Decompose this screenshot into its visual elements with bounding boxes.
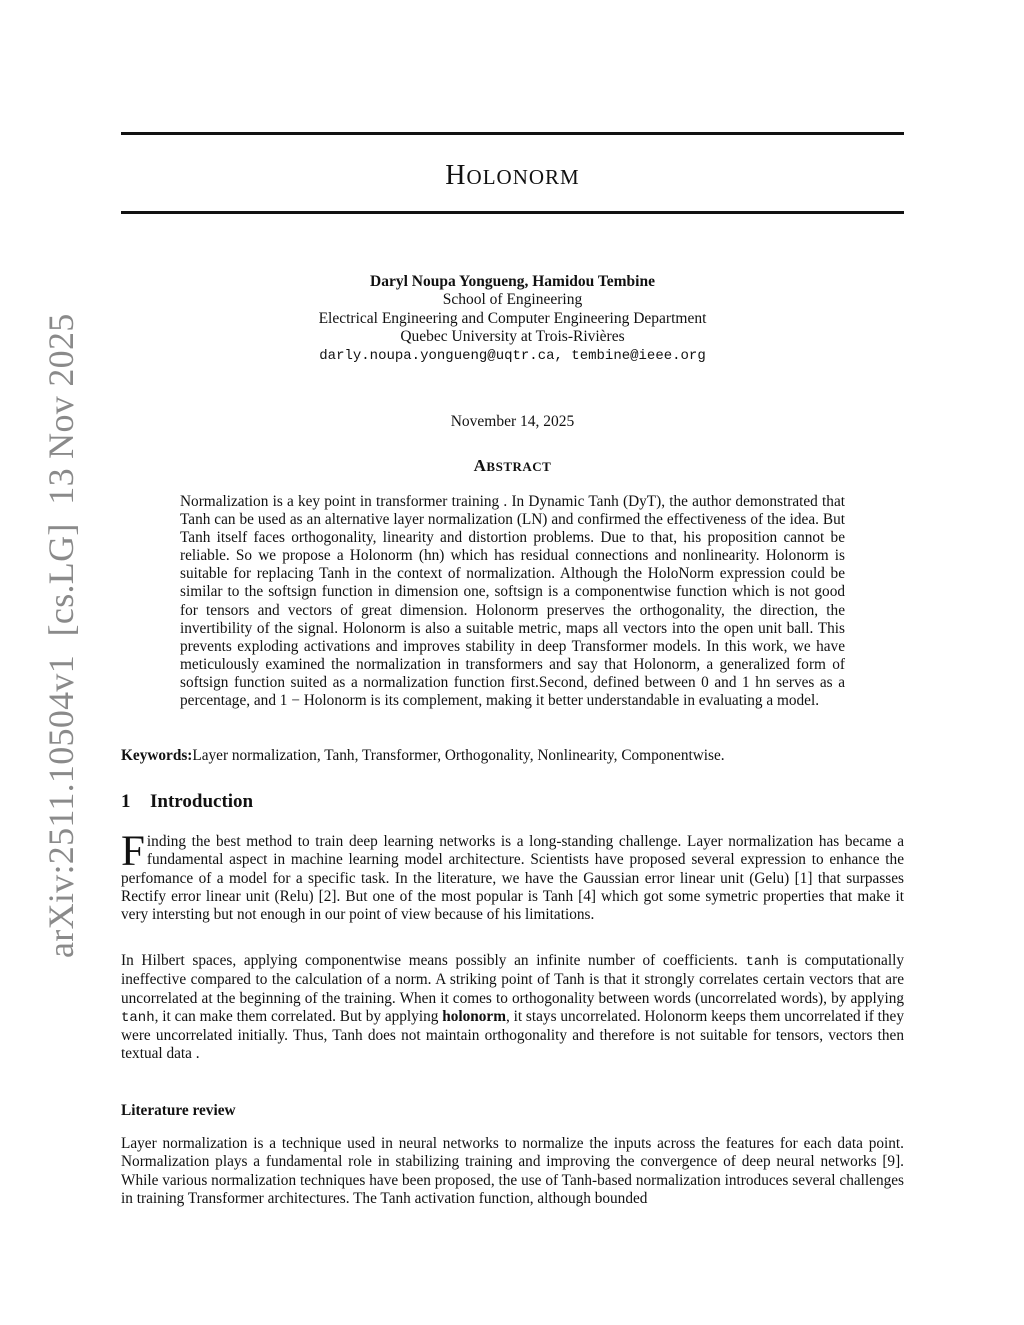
section-number: 1 [121, 791, 131, 812]
author-block [121, 273, 904, 365]
subheading-literature-review: Literature review [121, 1102, 236, 1119]
author-names: Daryl Noupa Yongueng, Hamidou Tembine [370, 273, 655, 290]
abstract-heading: ABSTRACT [473, 456, 552, 475]
keywords-label: Keywords: [121, 747, 193, 764]
intro-paragraph-1: Finding the best method to train deep learning networks is a long-standing challenge. Layer normalization has became a fundamental aspect in machine learning model architecture. Scientists have proposed several expression to enhance the perfomance of a model for a specific task. In the literature, we have the Gaussian error linear unit (Gelu) [1] that surpasses Rectify error linear unit (Relu) [2]. But one of the most popular is Tanh [4] which got some symetric properties that make it very intersting but not enough in our point of view because of his limitations. [121, 828, 904, 924]
literature-paragraph-1: Layer normalization is a technique used in neural networks to normalize the inputs across the features for each data point. Normalization plays a fundamental role in stabilizing training and improving the convergence of deep neural networks [9]. While various normalization techniques have been proposed, the use of Tanh-based normalization introduces several challenges in training Transformer architectures. The Tanh activation function, although bounded [121, 1135, 904, 1207]
section-heading-introduction [121, 791, 904, 813]
inline-code-tanh: tanh [745, 954, 780, 970]
publication-date: November 14, 2025 [450, 413, 575, 430]
affiliation-school: School of Engineering [442, 291, 583, 309]
inline-code-tanh: tanh [121, 1009, 155, 1026]
intro-paragraph-2: In Hilbert spaces, applying componentwise means possibly an infinite number of coefficients. tanh is computationally ineffective compared to the calculation of a norm. A striking point of Tanh is that it strongly correlates certain vectors that are uncorrelated at the beginning of the training. When it comes to orthogonality between words (uncorrelated words), by applying tanh, it can make them correlated. But by applying holonorm, it stays uncorrelated. Holonorm keeps them uncorrelated if they were uncorrelated initially. Thus, Tanh does not maintain orthogonality and therefore is not suitable for tensors, vectors then textual data . [121, 952, 904, 1063]
title-bottom-rule [121, 211, 904, 214]
affiliation-university: Quebec University at Trois-Rivières [400, 328, 625, 346]
paper-title: HOLONORM [445, 160, 580, 191]
abstract-text: Normalization is a key point in transformer training . In Dynamic Tanh (DyT), the author demonstrated that Tanh can be used as an alternative layer normalization (LN) and confirmed the effectiveness of the idea. But Tanh itself faces orthogonality, linearity and distortion problems. Due to that, his proposition cannot be reliable. So we propose a Holonorm (hn) which has residual connections and nonlinearity. Holonorm is suitable for replacing Tanh in the context of normalization. Although the HoloNorm expression could be similar to the softsign function in dimension one, softsign is a componentwise function which is not good for tensors and vectors of great dimension. Holonorm preserves the orthogonality, the direction, the invertibility of the signal. Holonorm is also a suitable metric, maps all vectors into the open unit ball. This prevents exploding activations and improves stability in deep Transformer models. In this work, we have meticulously examined the normalization in transformers and say that Holonorm, a generalized form of softsign function suited as a normalization function first.Second, defined between 0 and 1 hn serves as a percentage, and 1 − Holonorm is its complement, making it better understandable in evaluating a model. [180, 493, 845, 710]
bold-term-holonorm: holonorm [442, 1007, 506, 1025]
title-top-rule [121, 132, 904, 135]
keywords-list: Layer normalization, Tanh, Transformer, Orthogonality, Nonlinearity, Componentwise. [192, 747, 725, 764]
keywords-line [121, 747, 904, 765]
affiliation-department: Electrical Engineering and Computer Engineering Department [318, 309, 707, 327]
drop-cap: F [121, 828, 145, 875]
section-title: Introduction [150, 791, 254, 812]
arxiv-identifier-stamp: arXiv:2511.10504v1 [cs.LG] 13 Nov 2025 [41, 313, 81, 958]
author-emails[interactable]: darly.noupa.yongueng@uqtr.ca, tembine@ieee.org [319, 347, 706, 364]
